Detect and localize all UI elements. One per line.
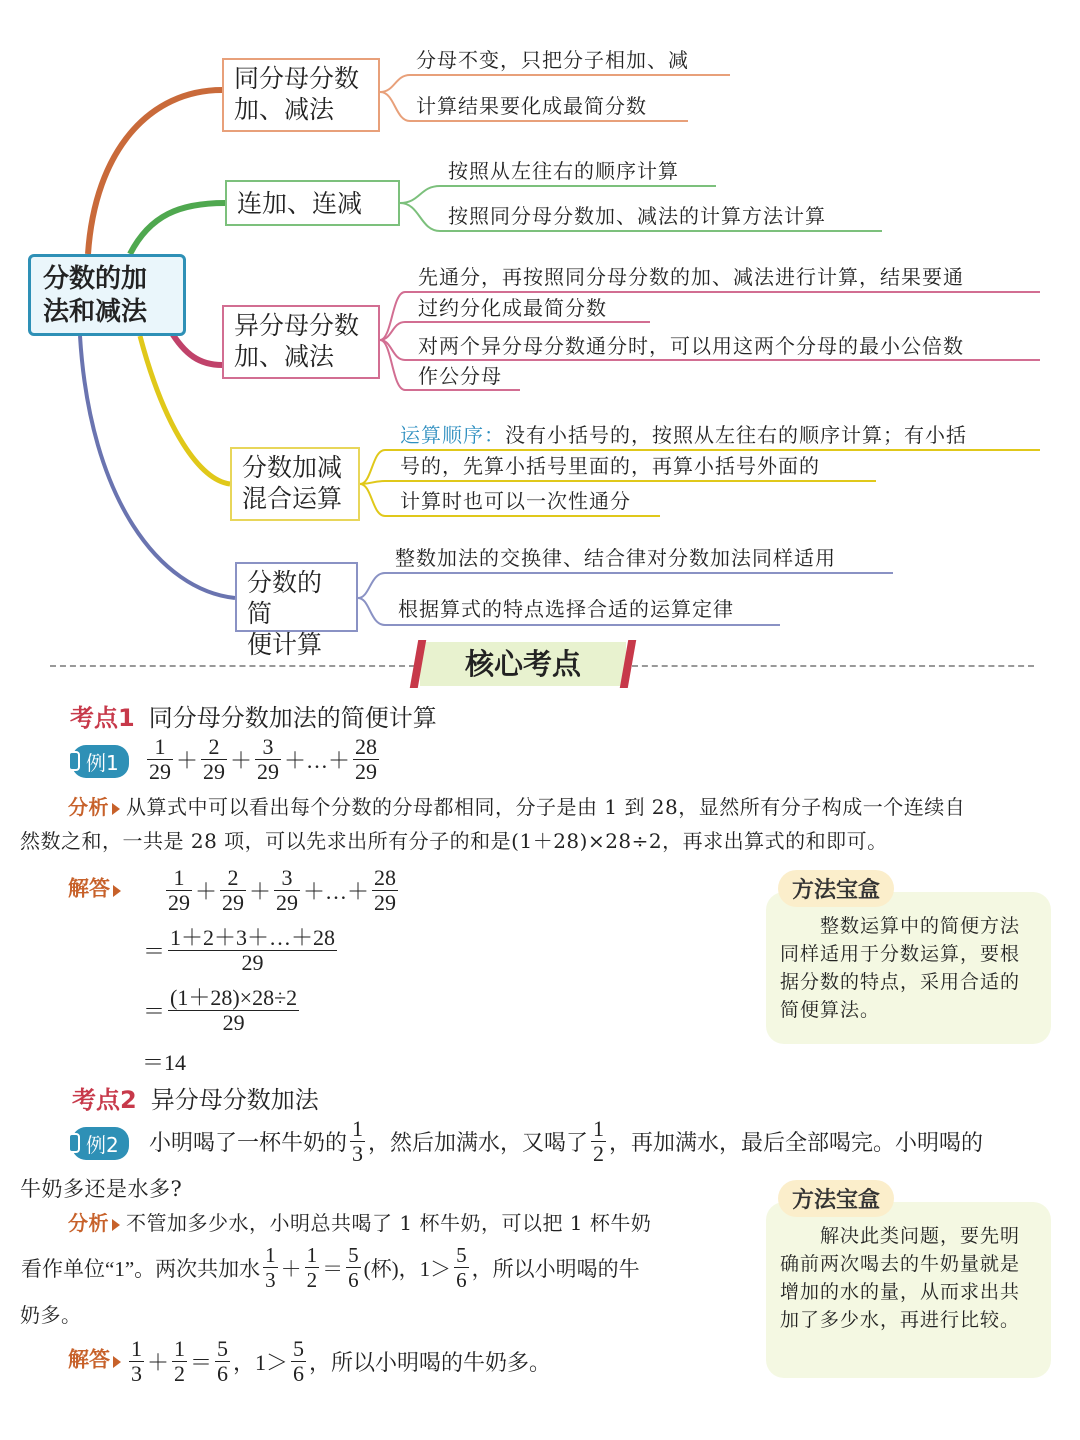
mindmap-root: 分数的加 法和减法 [28,254,186,336]
branch-text: 先通分，再按照同分母分数的加、减法进行计算，结果要通 [418,265,964,289]
branch-text: 运算顺序：没有小括号的，按照从左往右的顺序计算；有小括 [400,423,967,447]
branch-simple-calc: 分数的简 便计算 [235,562,358,632]
example1-expression: $\frac{1}{29}$ ＋ $\frac{2}{29}$ ＋ $\frac{3}{29}$ ＋…＋ $\frac{28}{29}$ [149,734,378,784]
method-box-2 [766,1202,1051,1378]
example2-analysis-line3: 奶多。 [20,1303,82,1327]
branch-text: 计算结果要化成最简分数 [416,94,647,118]
kaodian1-title: 同分母分数加法的简便计算 [148,704,437,732]
kaodian1-label: 考点1 [70,704,135,732]
branch-text: 号的，先算小括号里面的，再算小括号外面的 [400,454,820,478]
example2-analysis-line2: 看作单位“1”。两次共加水 $\frac{1}{3}$ ＋ $\frac{1}{2}$ ＝ $\frac{5}{6}$ (杯)，1＞ $\frac{5}{6}$ ，所以小明喝的牛 [21,1243,640,1292]
method-box-2-text: 解决此类问题，要先明确前两次喝去的牛奶量就是增加的水的量，从而求出共加了多少水，再进行比较。 [780,1225,1021,1331]
branch-text: 整数加法的交换律、结合律对分数加法同样适用 [395,546,836,570]
example1-answer-step2: ＝ $\frac{(1+28)\times 28\div 2}{29}$ [143,985,298,1035]
example1-analysis: 分析 从算式中可以看出每个分数的分母都相同，分子是由 1 到 28，显然所有分子构成一个连续自 然数之和，一共是 28 项，可以先求出所有分子的和是(1＋28)×28÷2，再求出算式的和即可。 [20,795,966,853]
example2-question-line2: 牛奶多还是水多? [20,1177,183,1201]
divider-right [632,665,1034,667]
example2-analysis-line1: 分析 不管加多少水，小明总共喝了 1 杯牛奶，可以把 1 杯牛奶 [68,1211,652,1235]
branch-different-denominator: 异分母分数 加、减法 [222,305,380,379]
kaodian1-heading [70,698,437,733]
method-box-2-title: 方法宝盒 [778,1180,894,1217]
branch-text: 过约分化成最简分数 [418,296,607,320]
example2-badge: 例2 [72,1127,129,1160]
branch-text: 按照从左往右的顺序计算 [448,159,679,183]
branch-text: 分母不变，只把分子相加、减 [416,48,689,72]
example2-question-line1: 小明喝了一杯牛奶的 $\frac{1}{3}$ ，然后加满水，又喝了 $\frac{1}{2}$ ，再加满水，最后全部喝完。小明喝的 [149,1116,984,1166]
branch-text: 根据算式的特点选择合适的运算定律 [398,597,734,621]
branch-text: 按照同分母分数加、减法的计算方法计算 [448,204,826,228]
branch-mixed-operation: 分数加减 混合运算 [230,447,360,521]
example1-answer-line1: 解答 $\frac{1}{29}$ ＋ $\frac{2}{29}$ ＋ $\frac{3}{29}$ ＋…＋ $\frac{28}{29}$ [68,865,397,915]
divider-left [50,665,415,667]
example1-answer-step1: ＝ $\frac{1+2+3+\dots+28}{29}$ [143,925,336,975]
branch-continuous: 连加、连减 [225,180,400,226]
method-box-1-title: 方法宝盒 [778,870,894,907]
example2-answer: 解答 $\frac{1}{3}$ ＋ $\frac{1}{2}$ ＝ $\frac{5}{6}$ ，1＞ $\frac{5}{6}$ ，所以小明喝的牛奶多。 [68,1336,552,1386]
branch-text: 计算时也可以一次性通分 [400,489,631,513]
example1-answer-result: ＝14 [142,1050,187,1075]
kaodian2-label: 考点2 [72,1086,137,1114]
branch-text: 作公分母 [418,364,502,388]
kaodian2-title: 异分母分数加法 [150,1086,319,1114]
method-box-1 [766,892,1051,1044]
method-box-1-text: 整数运算中的简便方法同样适用于分数运算，要根据分数的特点，采用合适的简便算法。 [780,915,1021,1021]
keyword-operation-order: 运算顺序： [400,423,505,447]
example1-badge: 例1 [72,745,129,778]
section-banner: 核心考点 [420,642,626,686]
kaodian2-heading [72,1080,319,1115]
branch-same-denominator: 同分母分数 加、减法 [222,58,380,132]
branch-text: 对两个异分母分数通分时，可以用这两个分母的最小公倍数 [418,334,964,358]
